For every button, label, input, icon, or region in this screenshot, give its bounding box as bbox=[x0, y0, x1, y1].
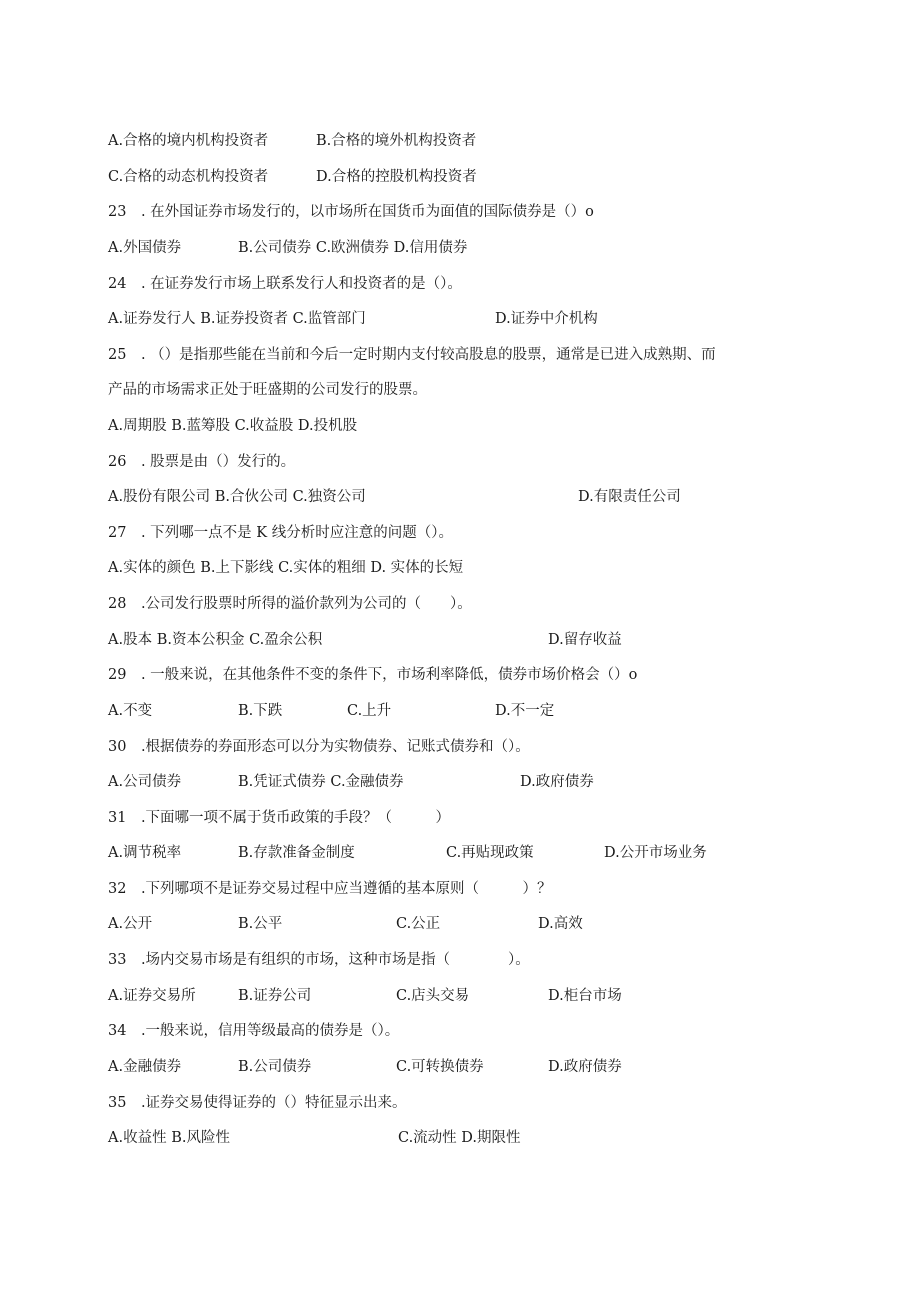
option-text: D.有限责任公司 bbox=[578, 489, 681, 505]
option-text: B.公平 bbox=[238, 916, 283, 932]
option-text: B.下跌 bbox=[238, 703, 283, 719]
option-text: B.存款准备金制度 bbox=[238, 845, 355, 861]
option-text: C.店头交易 bbox=[396, 988, 470, 1004]
option-text: A.股本 B.资本公积金 C.盈余公积 bbox=[108, 632, 323, 648]
question-text: 产品的市场需求正处于旺盛期的公司发行的股票。 bbox=[108, 382, 427, 398]
option-text: D.证券中介机构 bbox=[495, 311, 598, 327]
option-text: B.合格的境外机构投资者 bbox=[316, 133, 477, 149]
option-text: D.高效 bbox=[538, 916, 583, 932]
question-text: 31 .下面哪一项不属于货币政策的手段？（ ） bbox=[108, 810, 451, 826]
option-text: D.合格的控股机构投资者 bbox=[316, 169, 477, 185]
option-text: C.可转换债券 bbox=[396, 1059, 484, 1075]
option-text: A.证券交易所 bbox=[108, 988, 196, 1004]
option-text: A.收益性 B.风险性 bbox=[108, 1130, 230, 1146]
option-text: C.公正 bbox=[396, 916, 441, 932]
option-text: D.留存收益 bbox=[548, 632, 622, 648]
option-text: A.实体的颜色 B.上下影线 C.实体的粗细 D. 实体的长短 bbox=[108, 560, 464, 576]
option-text: D.柜台市场 bbox=[548, 988, 622, 1004]
question-text: 35 .证券交易使得证券的（）特征显示出来。 bbox=[108, 1095, 407, 1111]
option-text: A.公开 bbox=[108, 916, 153, 932]
option-text: B.公司债券 bbox=[238, 1059, 312, 1075]
option-text: A.周期股 B.蓝筹股 C.收益股 D.投机股 bbox=[108, 418, 358, 434]
option-text: A.公司债券 bbox=[108, 774, 182, 790]
option-text: D.政府债券 bbox=[548, 1059, 622, 1075]
question-text: 29 . 一般来说，在其他条件不变的条件下，市场利率降低，债券市场价格会（）o bbox=[108, 667, 638, 683]
option-text: B.证券公司 bbox=[238, 988, 312, 1004]
question-text: 34 .一般来说，信用等级最高的债券是（）。 bbox=[108, 1023, 400, 1039]
option-text: D.公开市场业务 bbox=[604, 845, 707, 861]
question-text: 32 .下列哪项不是证券交易过程中应当遵循的基本原则（ ）？ bbox=[108, 881, 552, 897]
question-text: 26 . 股票是由（）发行的。 bbox=[108, 454, 296, 470]
option-text: A.股份有限公司 B.合伙公司 C.独资公司 bbox=[108, 489, 366, 505]
option-text: C.合格的动态机构投资者 bbox=[108, 169, 269, 185]
option-text: A.调节税率 bbox=[108, 845, 182, 861]
option-text: B.公司债券 C.欧洲债券 D.信用债券 bbox=[238, 240, 468, 256]
option-text: C.上升 bbox=[347, 703, 392, 719]
option-text: A.证券发行人 B.证券投资者 C.监管部门 bbox=[108, 311, 366, 327]
question-text: 23 . 在外国证券市场发行的，以市场所在国货币为面值的国际债券是（）o bbox=[108, 204, 594, 220]
option-text: A.合格的境内机构投资者 bbox=[108, 133, 269, 149]
question-text: 25 . （）是指那些能在当前和今后一定时期内支付较高股息的股票，通常是已进入成熟期、而 bbox=[108, 347, 716, 363]
question-text: 30 .根据债券的券面形态可以分为实物债券、记账式债券和（）。 bbox=[108, 739, 530, 755]
option-text: C.流动性 D.期限性 bbox=[398, 1130, 521, 1146]
question-text: 27 . 下列哪一点不是 K 线分析时应注意的问题（）。 bbox=[108, 525, 453, 541]
option-text: A.外国债券 bbox=[108, 240, 182, 256]
option-text: D.不一定 bbox=[495, 703, 555, 719]
question-text: 24 . 在证券发行市场上联系发行人和投资者的是（）。 bbox=[108, 276, 462, 292]
option-text: C.再贴现政策 bbox=[446, 845, 534, 861]
option-text: B.凭证式债券 C.金融债券 bbox=[238, 774, 404, 790]
option-text: D.政府债券 bbox=[520, 774, 594, 790]
option-text: A.金融债券 bbox=[108, 1059, 182, 1075]
option-text: A.不变 bbox=[108, 703, 153, 719]
question-text: 28 .公司发行股票时所得的溢价款列为公司的（ ）。 bbox=[108, 596, 472, 612]
question-text: 33 .场内交易市场是有组织的市场，这种市场是指（ ）。 bbox=[108, 952, 530, 968]
